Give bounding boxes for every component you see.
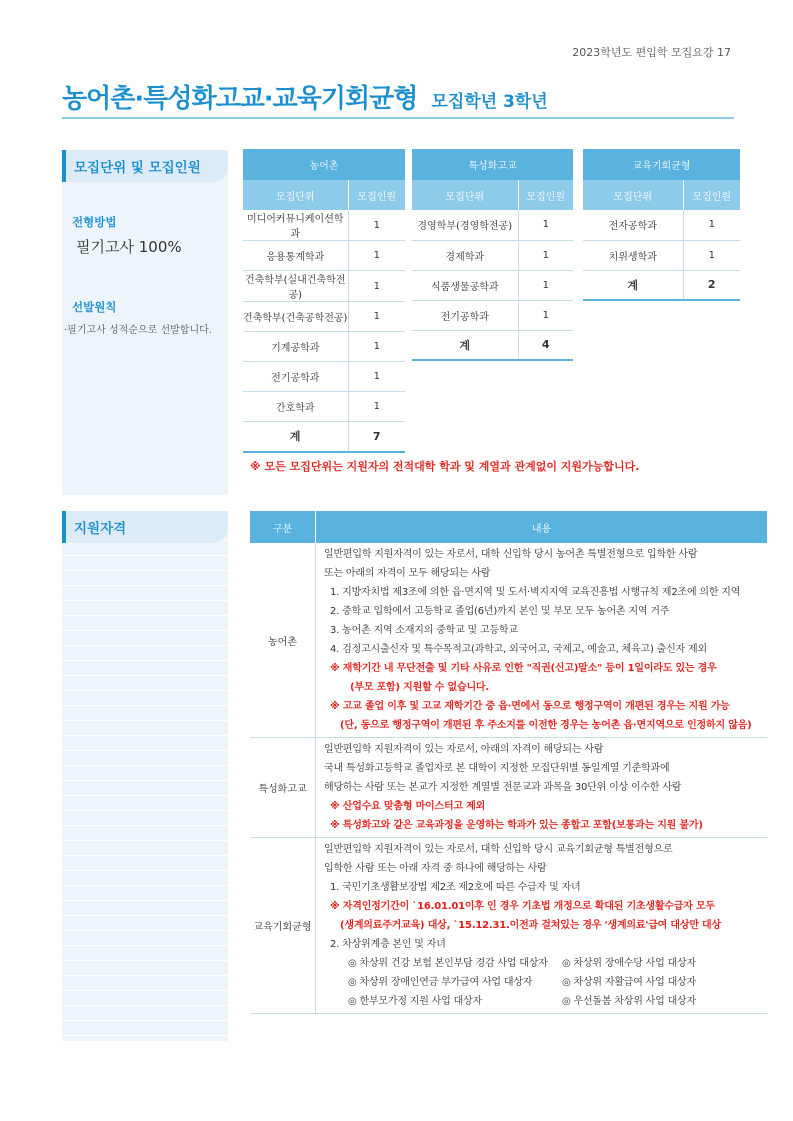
unit-cell: 간호학과 xyxy=(243,392,348,422)
qual-line: 또는 아래의 자격이 모두 해당되는 사람 xyxy=(324,568,491,579)
table-row xyxy=(583,240,740,270)
qual-warning: ※ 고교 졸업 이후 및 고교 재학기간 중 읍·면에서 동으로 행정구역이 개편된 경우는 지원 가능 xyxy=(330,701,730,712)
qual-item: ◎ 차상위 건강 보험 본인부담 경감 사업 대상자 xyxy=(348,958,548,969)
qual-item: ◎ 한부모가정 지원 사업 대상자 xyxy=(348,996,482,1007)
qualification-table xyxy=(250,511,767,1014)
unit-cell: 경제학과 xyxy=(412,240,518,270)
table-row xyxy=(412,270,573,300)
qual-warning: ※ 특성화고와 같은 교육과정을 운영하는 학과가 있는 종합고 포함(보통과는 지원 불가) xyxy=(330,820,703,831)
count-cell: 1 xyxy=(683,210,740,240)
head-content: 내용 xyxy=(531,523,552,535)
quota-group-header: 농어촌 xyxy=(243,149,405,180)
total-row xyxy=(583,270,740,300)
table-row xyxy=(243,302,405,332)
method-title: 전형방법 xyxy=(72,215,117,229)
quota-group-header: 특성화고교 xyxy=(412,149,573,180)
qual-line: 2. 차상위계층 본인 및 자녀 xyxy=(330,939,446,950)
table-row xyxy=(243,362,405,392)
unit-cell: 전기공학과 xyxy=(243,362,348,392)
qual-row-equal xyxy=(250,838,767,1014)
qual-item: ◎ 우선돌봄 차상위 사업 대상자 xyxy=(562,996,696,1007)
unit-cell: 식품생물공학과 xyxy=(412,270,518,300)
unit-cell: 전기공학과 xyxy=(412,300,518,330)
qual-line: 3. 농어촌 지역 소재지의 중학교 및 고등학교 xyxy=(330,625,518,636)
qual-line: 일반편입학 지원자격이 있는 자로서, 대학 신입학 당시 교육기회균형 특별전형으로 xyxy=(324,844,673,855)
qual-line: 2. 중학교 입학에서 고등학교 졸업(6년)까지 본인 및 부모 모두 농어촌 지역 거주 xyxy=(330,606,670,617)
unit-cell: 기계공학과 xyxy=(243,332,348,362)
qual-item: ◎ 차상위 장애수당 사업 대상자 xyxy=(562,958,696,969)
quota-table-special xyxy=(412,149,573,361)
table-row xyxy=(243,210,405,241)
quota-note: ※ 모든 모집단위는 지원자의 전적대학 학과 및 계열과 관계없이 지원가능합니다. xyxy=(250,460,640,473)
qual-warning: (생계의료주거교육) 대상, `15.12.31.이전과 걸쳐있는 경우 '생계의료'급여 대상만 대상 xyxy=(340,920,721,931)
unit-cell: 치위생학과 xyxy=(583,240,683,270)
table-row xyxy=(243,332,405,362)
qual-warning: ※ 자격인정기간이 `16.01.01이후 인 경우 기초법 개정으로 확대된 기초생활수급자 모두 xyxy=(330,901,715,912)
count-cell: 1 xyxy=(348,362,405,392)
qual-category: 특성화고교 xyxy=(250,738,316,837)
table-row xyxy=(583,210,740,240)
principle-value: ·필기고사 성적순으로 선발합니다. xyxy=(64,325,212,336)
col-unit-header: 모집단위 xyxy=(583,180,683,210)
page-header: 2023학년도 편입학 모집요강 17 xyxy=(572,46,731,59)
col-unit-header: 모집단위 xyxy=(243,180,348,210)
quota-group-header: 교육기회균형 xyxy=(583,149,740,180)
table-row xyxy=(243,392,405,422)
total-row xyxy=(412,330,573,360)
sidebar-qualification-section xyxy=(62,511,228,1041)
qual-warning: ※ 재학기간 내 무단전출 및 기타 사유로 인한 "직권(신고)말소" 등이 1일이라도 있는 경우 xyxy=(330,663,717,674)
count-cell: 1 xyxy=(348,302,405,332)
head-category: 구분 xyxy=(250,511,316,543)
qual-item: ◎ 차상위 장애인연금 부가급여 사업 대상자 xyxy=(348,977,533,988)
qual-line: 해당하는 사람 또는 본교가 지정한 계열별 전문교과 과목을 30단위 이상 이수한 사람 xyxy=(324,782,682,793)
qual-warning: (부모 포함) 지원할 수 없습니다. xyxy=(350,682,489,693)
qual-line: 4. 검정고시출신자 및 특수목적고(과학고, 외국어고, 국제고, 예술고, 체육고) 출신자 제외 xyxy=(330,644,707,655)
count-cell: 1 xyxy=(518,210,573,240)
unit-cell: 전자공학과 xyxy=(583,210,683,240)
qual-line: 1. 국민기초생활보장법 제2조 제2호에 따른 수급자 및 자녀 xyxy=(330,882,581,893)
page-subtitle: 모집학년 3학년 xyxy=(431,92,548,112)
table-row xyxy=(412,210,573,240)
count-cell: 1 xyxy=(518,270,573,300)
total-label: 계 xyxy=(583,270,683,300)
qual-line: 국내 특성화고등학교 졸업자로 본 대학이 지정한 모집단위별 동일계열 기준학과에 xyxy=(324,763,670,774)
unit-cell: 건축학부(실내건축학전공) xyxy=(243,271,348,302)
qual-line: 일반편입학 지원자격이 있는 자로서, 아래의 자격이 해당되는 사람 xyxy=(324,744,604,755)
table-row xyxy=(243,271,405,302)
unit-cell: 미디어커뮤니케이션학과 xyxy=(243,210,348,241)
col-count-header: 모집인원 xyxy=(348,180,405,210)
qual-warning: (단, 동으로 행정구역이 개편된 후 주소지를 이전한 경우는 농어촌 읍·면지역으로 인정하지 않음) xyxy=(340,720,752,731)
qual-item: ◎ 차상위 자활급여 사업 대상자 xyxy=(562,977,696,988)
unit-cell: 경영학부(경영학전공) xyxy=(412,210,518,240)
table-row xyxy=(243,241,405,271)
page-title: 농어촌·특성화고교·교육기회균형 xyxy=(62,84,418,114)
qual-row-farm xyxy=(250,543,767,738)
total-count: 2 xyxy=(683,270,740,300)
qual-item-pair xyxy=(324,992,767,1011)
sidebar-recruit-section xyxy=(62,150,228,495)
qual-item-pair xyxy=(324,954,767,973)
table-row xyxy=(412,240,573,270)
title-row xyxy=(62,78,548,115)
qual-row-special xyxy=(250,738,767,838)
count-cell: 1 xyxy=(348,332,405,362)
qualification-header xyxy=(250,511,767,543)
method-value: 필기고사 100% xyxy=(76,238,182,256)
qual-category: 교육기회균형 xyxy=(250,838,316,1013)
total-row xyxy=(243,422,405,452)
count-cell: 1 xyxy=(518,240,573,270)
unit-cell: 건축학부(건축공학전공) xyxy=(243,302,348,332)
section-label-qualification: 지원자격 xyxy=(62,511,228,543)
count-cell: 1 xyxy=(348,392,405,422)
count-cell: 1 xyxy=(348,271,405,302)
qual-line: 일반편입학 지원자격이 있는 자로서, 대학 신입학 당시 농어촌 특별전형으로 입학한 사람 xyxy=(324,549,698,560)
count-cell: 1 xyxy=(683,240,740,270)
count-cell: 1 xyxy=(348,241,405,271)
total-label: 계 xyxy=(412,330,518,360)
quota-table-farm xyxy=(243,149,405,453)
total-count: 4 xyxy=(518,330,573,360)
section-label-recruit: 모집단위 및 모집인원 xyxy=(62,150,228,182)
unit-cell: 응용통계학과 xyxy=(243,241,348,271)
principle-title: 선발원칙 xyxy=(72,300,117,314)
total-label: 계 xyxy=(243,422,348,452)
qual-line: 1. 지방자치법 제3조에 의한 읍·면지역 및 도서·벽지지역 교육진흥법 시행규칙 제2조에 의한 지역 xyxy=(330,587,741,598)
qual-category: 농어촌 xyxy=(250,543,316,737)
qual-item-pair xyxy=(324,973,767,992)
col-unit-header: 모집단위 xyxy=(412,180,518,210)
qual-warning: ※ 산업수요 맞춤형 마이스터고 제외 xyxy=(330,801,486,812)
col-count-header: 모집인원 xyxy=(683,180,740,210)
count-cell: 1 xyxy=(518,300,573,330)
title-divider xyxy=(62,117,734,119)
qual-line: 입학한 사람 또는 아래 자격 중 하나에 해당하는 사람 xyxy=(324,863,547,874)
quota-table-equal xyxy=(583,149,740,301)
table-row xyxy=(412,300,573,330)
col-count-header: 모집인원 xyxy=(518,180,573,210)
count-cell: 1 xyxy=(348,210,405,241)
total-count: 7 xyxy=(348,422,405,452)
